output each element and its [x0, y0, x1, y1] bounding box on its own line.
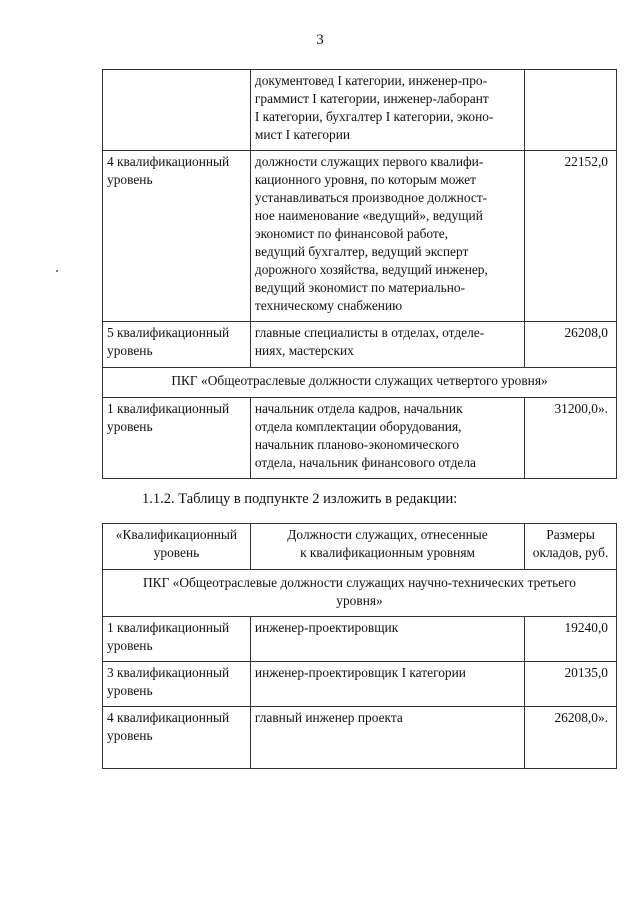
group-row [103, 368, 617, 398]
table-row [103, 151, 617, 322]
group-title: ПКГ «Общеотраслевые должности служащих научно-технических третьего уровня» [103, 570, 617, 617]
salary-cell: 31200,0». [525, 398, 617, 479]
level-cell: 5 квалификационный уровень [103, 322, 251, 368]
group-title: ПКГ «Общеотраслевые должности служащих четвертого уровня» [103, 368, 617, 398]
header-positions: Должности служащих, отнесенные к квалификационным уровням [250, 524, 524, 570]
salary-table-new [102, 523, 617, 769]
salary-cell: 19240,0 [525, 617, 617, 662]
salary-cell: 26208,0 [525, 322, 617, 368]
header-row [103, 524, 617, 570]
header-level: «Квалификационный уровень [103, 524, 251, 570]
level-cell: 4 квалификационный уровень [103, 707, 251, 769]
level-cell: 1 квалификационный уровень [103, 617, 251, 662]
positions-cell: инженер-проектировщик I категории [250, 662, 524, 707]
table-row [103, 70, 617, 151]
level-cell [103, 70, 251, 151]
table-row [103, 617, 617, 662]
salary-cell: 26208,0». [525, 707, 617, 769]
positions-cell: должности служащих первого квалифи- кационного уровня, по которым может устанавливаться производное должност- ное наименование «ведущий», ведущий экономист по финансовой работе, ведущий бухгалтер, ведущий эксперт дорожного хозяйства, ведущий инженер, ведущий экономист по материально- техническому снабжению [250, 151, 524, 322]
table-row [103, 662, 617, 707]
salary-table-continued [102, 69, 617, 479]
amendment-paragraph: 1.1.2. Таблицу в подпункте 2 изложить в редакции: [142, 491, 458, 507]
positions-cell: начальник отдела кадров, начальник отдела комплектации оборудования, начальник планово-экономического отдела, начальник финансового отдела [250, 398, 524, 479]
table-row [103, 707, 617, 769]
positions-cell: документовед I категории, инженер-про- граммист I категории, инженер-лаборант I категории, бухгалтер I категории, эконо- мист I категории [250, 70, 524, 151]
header-salary: Размеры окладов, руб. [525, 524, 617, 570]
positions-cell: инженер-проектировщик [250, 617, 524, 662]
table-row [103, 398, 617, 479]
positions-cell: главный инженер проекта [250, 707, 524, 769]
salary-cell: 22152,0 [525, 151, 617, 322]
salary-cell: 20135,0 [525, 662, 617, 707]
level-cell: 4 квалификационный уровень [103, 151, 251, 322]
scan-dot [56, 270, 58, 272]
table-row [103, 322, 617, 368]
level-cell: 3 квалификационный уровень [103, 662, 251, 707]
group-row [103, 570, 617, 617]
level-cell: 1 квалификационный уровень [103, 398, 251, 479]
salary-cell [525, 70, 617, 151]
page-number: 3 [316, 32, 324, 48]
positions-cell: главные специалисты в отделах, отделе- ниях, мастерских [250, 322, 524, 368]
